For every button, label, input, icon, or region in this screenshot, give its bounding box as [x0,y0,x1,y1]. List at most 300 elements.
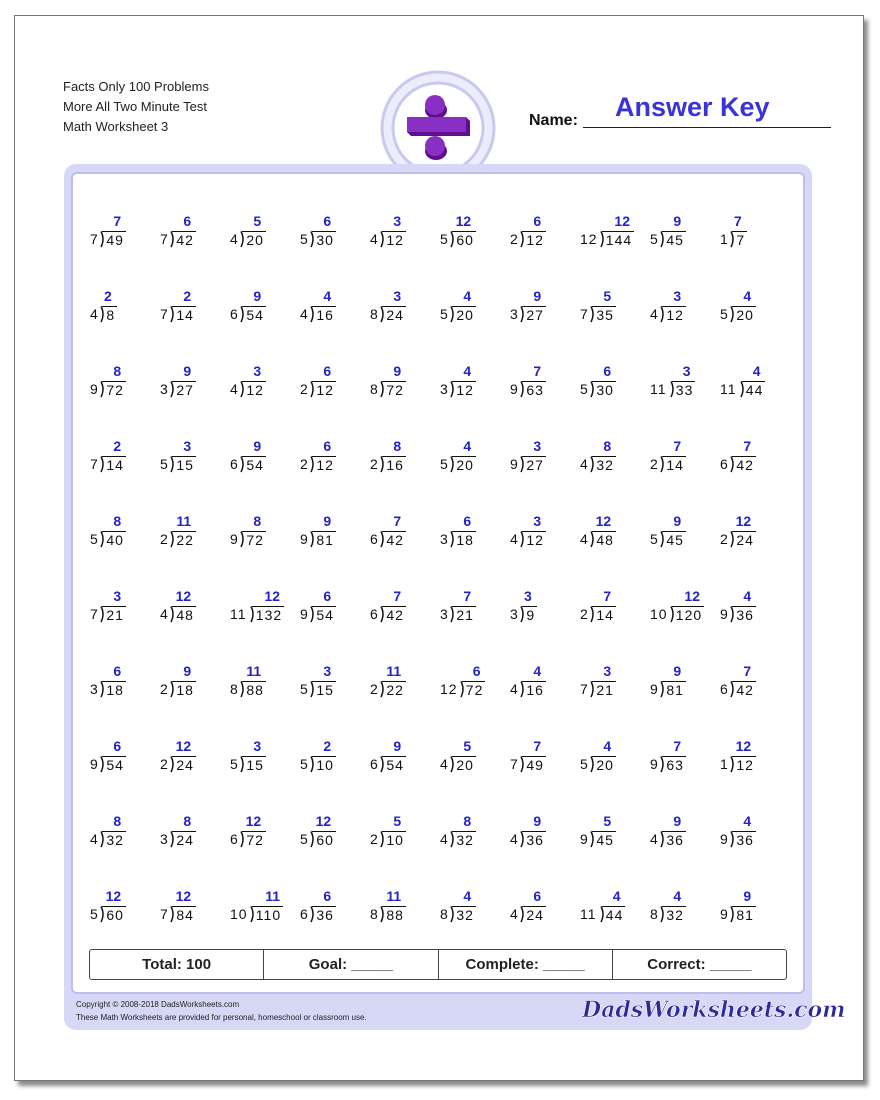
divisor: 9 [510,456,519,472]
dividend: 81 [312,531,336,548]
worksheet-title [63,77,209,137]
division-problem [300,888,370,938]
dividend: 30 [592,381,616,398]
division-problem [90,363,160,413]
dividend: 16 [522,681,546,698]
division-problem [440,738,510,788]
dividend: 132 [252,606,284,623]
total-cell: Total: 100 [90,950,264,979]
divisor: 4 [230,231,239,247]
quotient-answer: 5 [603,288,612,304]
dividend: 42 [382,531,406,548]
dividend: 36 [312,906,336,923]
dividend: 14 [592,606,616,623]
division-problem [230,363,300,413]
divisor: 4 [230,381,239,397]
division-problem [230,813,300,863]
division-problem [650,438,720,488]
division-problem [90,888,160,938]
division-problem [720,213,790,263]
quotient-answer: 7 [673,738,682,754]
quotient-answer: 4 [463,363,472,379]
quotient-answer: 12 [175,738,192,754]
dividend: 84 [172,906,196,923]
division-problem [90,438,160,488]
dividend: 10 [312,756,336,773]
division-problem [90,813,160,863]
dividend: 14 [662,456,686,473]
dividend: 60 [102,906,126,923]
division-problem [510,588,580,638]
divisor: 4 [90,306,99,322]
quotient-answer: 9 [393,363,402,379]
quotient-answer: 4 [323,288,332,304]
quotient-answer: 4 [533,663,542,679]
division-problem [160,438,230,488]
divisor: 5 [300,831,309,847]
division-problem [650,363,720,413]
divisor: 7 [160,231,169,247]
quotient-answer: 9 [743,888,752,904]
divisor: 11 [580,906,597,922]
quotient-answer: 9 [253,438,262,454]
division-problem [720,813,790,863]
dividend: 12 [732,756,756,773]
quotient-answer: 9 [323,513,332,529]
name-underline [583,127,831,128]
division-problem [370,438,440,488]
quotient-answer: 7 [743,438,752,454]
division-problem [230,288,300,338]
dividend: 72 [242,531,266,548]
dividend: 21 [102,606,126,623]
quotient-answer: 12 [245,813,262,829]
quotient-answer: 4 [743,588,752,604]
divisor: 4 [510,681,519,697]
dividend: 15 [172,456,196,473]
name-label: Name: [529,112,578,129]
divisor: 4 [300,306,309,322]
divisor: 6 [230,831,239,847]
divisor: 4 [650,306,659,322]
dividend: 120 [672,606,704,623]
divisor: 5 [580,381,589,397]
dividend: 8 [102,306,117,323]
dividend: 144 [602,231,634,248]
division-problem [300,438,370,488]
divisor: 9 [720,606,729,622]
dividend: 16 [312,306,336,323]
dividend: 32 [662,906,686,923]
divisor: 10 [650,606,668,622]
quotient-answer: 2 [183,288,192,304]
quotient-answer: 5 [253,213,262,229]
division-problem [90,288,160,338]
dividend: 54 [242,456,266,473]
quotient-answer: 8 [253,513,262,529]
dividend: 54 [102,756,126,773]
quotient-answer: 8 [393,438,402,454]
dividend: 44 [602,906,626,923]
divisor: 2 [580,606,589,622]
division-problem [230,663,300,713]
divisor: 10 [230,906,248,922]
quotient-answer: 12 [175,588,192,604]
dividend: 35 [592,306,616,323]
division-problem [230,438,300,488]
division-problem [720,438,790,488]
quotient-answer: 7 [113,213,122,229]
division-problem [230,588,300,638]
dividend: 32 [102,831,126,848]
quotient-answer: 3 [253,363,262,379]
quotient-answer: 7 [463,588,472,604]
quotient-answer: 11 [386,663,402,679]
division-problem [510,288,580,338]
correct-cell[interactable]: Correct: _____ [647,956,752,973]
quotient-answer: 2 [104,288,112,304]
dividend: 44 [742,381,766,398]
quotient-answer: 9 [183,363,192,379]
quotient-answer: 5 [463,738,472,754]
quotient-answer: 12 [684,588,700,604]
dividend: 54 [242,306,266,323]
quotient-answer: 4 [673,888,682,904]
quotient-answer: 9 [533,813,542,829]
quotient-answer: 8 [113,363,122,379]
goal-cell[interactable]: Goal: _____ [264,950,438,979]
dividend: 36 [732,831,756,848]
dividend: 45 [662,531,686,548]
quotient-answer: 9 [183,663,192,679]
title-line: Facts Only 100 Problems [63,79,209,94]
divisor: 8 [370,906,379,922]
quotient-answer: 6 [472,663,481,679]
quotient-answer: 12 [455,213,472,229]
divisor: 6 [370,606,379,622]
dividend: 42 [732,456,756,473]
division-problem [650,588,720,638]
division-problem [160,888,230,938]
quotient-answer: 2 [113,438,122,454]
dividend: 27 [172,381,196,398]
division-problem [720,513,790,563]
dividend: 12 [662,306,686,323]
division-problem [230,738,300,788]
quotient-answer: 4 [752,363,761,379]
quotient-answer: 6 [603,363,612,379]
complete-cell[interactable]: Complete: _____ [439,950,613,979]
divisor: 6 [230,456,239,472]
divisor: 9 [720,906,729,922]
quotient-answer: 6 [533,888,542,904]
quotient-answer: 4 [743,813,752,829]
name-field[interactable] [529,92,831,130]
dividend: 12 [312,381,336,398]
division-problem [300,738,370,788]
quotient-answer: 9 [253,288,262,304]
dividend: 15 [312,681,336,698]
quotient-answer: 11 [176,513,192,529]
divisor: 4 [580,531,589,547]
dividend: 18 [102,681,126,698]
copyright-text: Copyright © 2008-2018 DadsWorksheets.com [76,1000,240,1009]
quotient-answer: 9 [673,213,682,229]
division-problem [440,663,510,713]
dividend: 63 [662,756,686,773]
quotient-answer: 8 [603,438,612,454]
quotient-answer: 7 [393,588,402,604]
division-problem [440,438,510,488]
quotient-answer: 9 [673,663,682,679]
quotient-answer: 4 [463,888,472,904]
division-problem [370,813,440,863]
division-problem [370,288,440,338]
dividend: 20 [732,306,756,323]
quotient-answer: 12 [264,588,280,604]
dividend: 12 [312,456,336,473]
divisor: 12 [580,231,598,247]
division-problem [160,513,230,563]
dividend: 20 [452,306,476,323]
quotient-answer: 4 [603,738,612,754]
quotient-answer: 4 [743,288,752,304]
divisor: 5 [90,531,99,547]
divisor: 7 [160,306,169,322]
divisor: 2 [370,681,379,697]
division-problem [440,813,510,863]
usage-notice: These Math Worksheets are provided for personal, homeschool or classroom use. [76,1013,367,1022]
division-problem [720,888,790,938]
division-problem [370,513,440,563]
divisor: 5 [720,306,729,322]
division-problem [650,738,720,788]
quotient-answer: 3 [393,288,402,304]
division-problem [440,363,510,413]
divisor: 5 [90,906,99,922]
divisor: 9 [90,381,99,397]
dividend: 12 [522,531,546,548]
dividend: 27 [522,456,546,473]
divisor: 3 [440,381,449,397]
divisor: 5 [440,456,449,472]
dividend: 36 [662,831,686,848]
division-problem [370,588,440,638]
quotient-answer: 12 [175,888,192,904]
divisor: 8 [370,381,379,397]
divisor: 7 [580,306,589,322]
division-problem [160,738,230,788]
quotient-answer: 7 [603,588,612,604]
division-problem [510,213,580,263]
divisor: 9 [650,681,659,697]
division-problem [720,288,790,338]
score-summary [89,949,787,980]
divisor: 4 [650,831,659,847]
title-line: More All Two Minute Test [63,99,208,114]
dividend: 24 [172,831,196,848]
division-problem [300,813,370,863]
division-problem [510,663,580,713]
division-problem [580,813,650,863]
divisor: 9 [580,831,589,847]
division-problem [650,513,720,563]
dividend: 18 [452,531,476,548]
quotient-answer: 9 [673,813,682,829]
divisor: 11 [230,606,247,622]
dividend: 49 [102,231,126,248]
divisor: 5 [230,756,239,772]
quotient-answer: 5 [603,813,612,829]
divisor: 2 [370,831,379,847]
divisor: 7 [90,456,99,472]
quotient-answer: 8 [113,513,122,529]
divisor: 2 [650,456,659,472]
division-problem [580,213,650,263]
title-line: Math Worksheet 3 [63,119,169,134]
dividend: 48 [592,531,616,548]
dividend: 14 [172,306,196,323]
dividend: 30 [312,231,336,248]
division-problem [650,288,720,338]
quotient-answer: 3 [524,588,532,604]
dividend: 12 [242,381,266,398]
division-problem [160,213,230,263]
divisor: 2 [160,681,169,697]
dividend: 72 [102,381,126,398]
divisor: 9 [90,756,99,772]
dividend: 32 [452,831,476,848]
division-problem [230,888,300,938]
quotient-answer: 4 [463,438,472,454]
division-problem [580,363,650,413]
division-problem [510,438,580,488]
divisor: 5 [300,756,309,772]
division-problem [370,213,440,263]
division-problem [440,888,510,938]
dividend: 32 [452,906,476,923]
quotient-answer: 3 [323,663,332,679]
dividend: 12 [522,231,546,248]
quotient-answer: 6 [323,438,332,454]
dividend: 72 [242,831,266,848]
divisor: 8 [650,906,659,922]
division-problem [160,663,230,713]
divisor: 2 [720,531,729,547]
divisor: 5 [160,456,169,472]
division-problem [720,363,790,413]
dividend: 33 [672,381,696,398]
divisor: 5 [440,306,449,322]
quotient-answer: 6 [183,213,192,229]
dividend: 48 [172,606,196,623]
quotient-answer: 6 [533,213,542,229]
quotient-answer: 6 [323,363,332,379]
dividend: 42 [382,606,406,623]
divisor: 2 [370,456,379,472]
division-problem [300,363,370,413]
divisor: 5 [580,756,589,772]
quotient-answer: 3 [533,513,542,529]
division-problem [510,813,580,863]
quotient-answer: 7 [533,738,542,754]
division-problem [580,513,650,563]
division-problem [510,888,580,938]
quotient-answer: 12 [105,888,122,904]
division-problem [510,738,580,788]
divisor: 2 [300,381,309,397]
quotient-answer: 6 [323,888,332,904]
divisor: 3 [510,306,519,322]
divisor: 6 [300,906,309,922]
quotient-answer: 7 [734,213,742,229]
quotient-answer: 3 [603,663,612,679]
divisor: 4 [440,756,449,772]
dividend: 22 [382,681,406,698]
divisor: 6 [720,456,729,472]
divisor: 9 [230,531,239,547]
divisor: 9 [650,756,659,772]
division-problem [300,513,370,563]
divisor: 5 [650,231,659,247]
divisor: 11 [650,381,667,397]
dividend: 110 [252,906,283,923]
division-problem [300,588,370,638]
dividend: 24 [732,531,756,548]
quotient-answer: 12 [315,813,332,829]
quotient-answer: 3 [113,588,122,604]
dividend: 45 [592,831,616,848]
divisor: 7 [580,681,589,697]
dividend: 72 [462,681,486,698]
quotient-answer: 9 [673,513,682,529]
division-problem [160,288,230,338]
division-problem [90,213,160,263]
dividend: 7 [732,231,747,248]
division-problem [300,288,370,338]
quotient-answer: 8 [183,813,192,829]
divisor: 4 [510,531,519,547]
divisor: 4 [90,831,99,847]
quotient-answer: 7 [673,438,682,454]
quotient-answer: 6 [463,513,472,529]
quotient-answer: 8 [113,813,122,829]
divisor: 3 [510,606,519,622]
divisor: 11 [720,381,737,397]
division-problem [230,513,300,563]
quotient-answer: 8 [463,813,472,829]
divisor: 12 [440,681,458,697]
quotient-answer: 3 [253,738,262,754]
quotient-answer: 4 [612,888,621,904]
divisor: 2 [160,756,169,772]
divisor: 4 [510,906,519,922]
dividend: 81 [732,906,756,923]
quotient-answer: 12 [595,513,612,529]
divisor: 6 [230,306,239,322]
divisor: 9 [300,531,309,547]
division-problem [230,213,300,263]
division-problem [440,513,510,563]
divisor: 4 [440,831,449,847]
divisor: 4 [160,606,169,622]
division-problem [650,663,720,713]
quotient-answer: 7 [533,363,542,379]
divisor: 2 [510,231,519,247]
division-problem [90,738,160,788]
divisor: 4 [580,456,589,472]
dividend: 60 [312,831,336,848]
